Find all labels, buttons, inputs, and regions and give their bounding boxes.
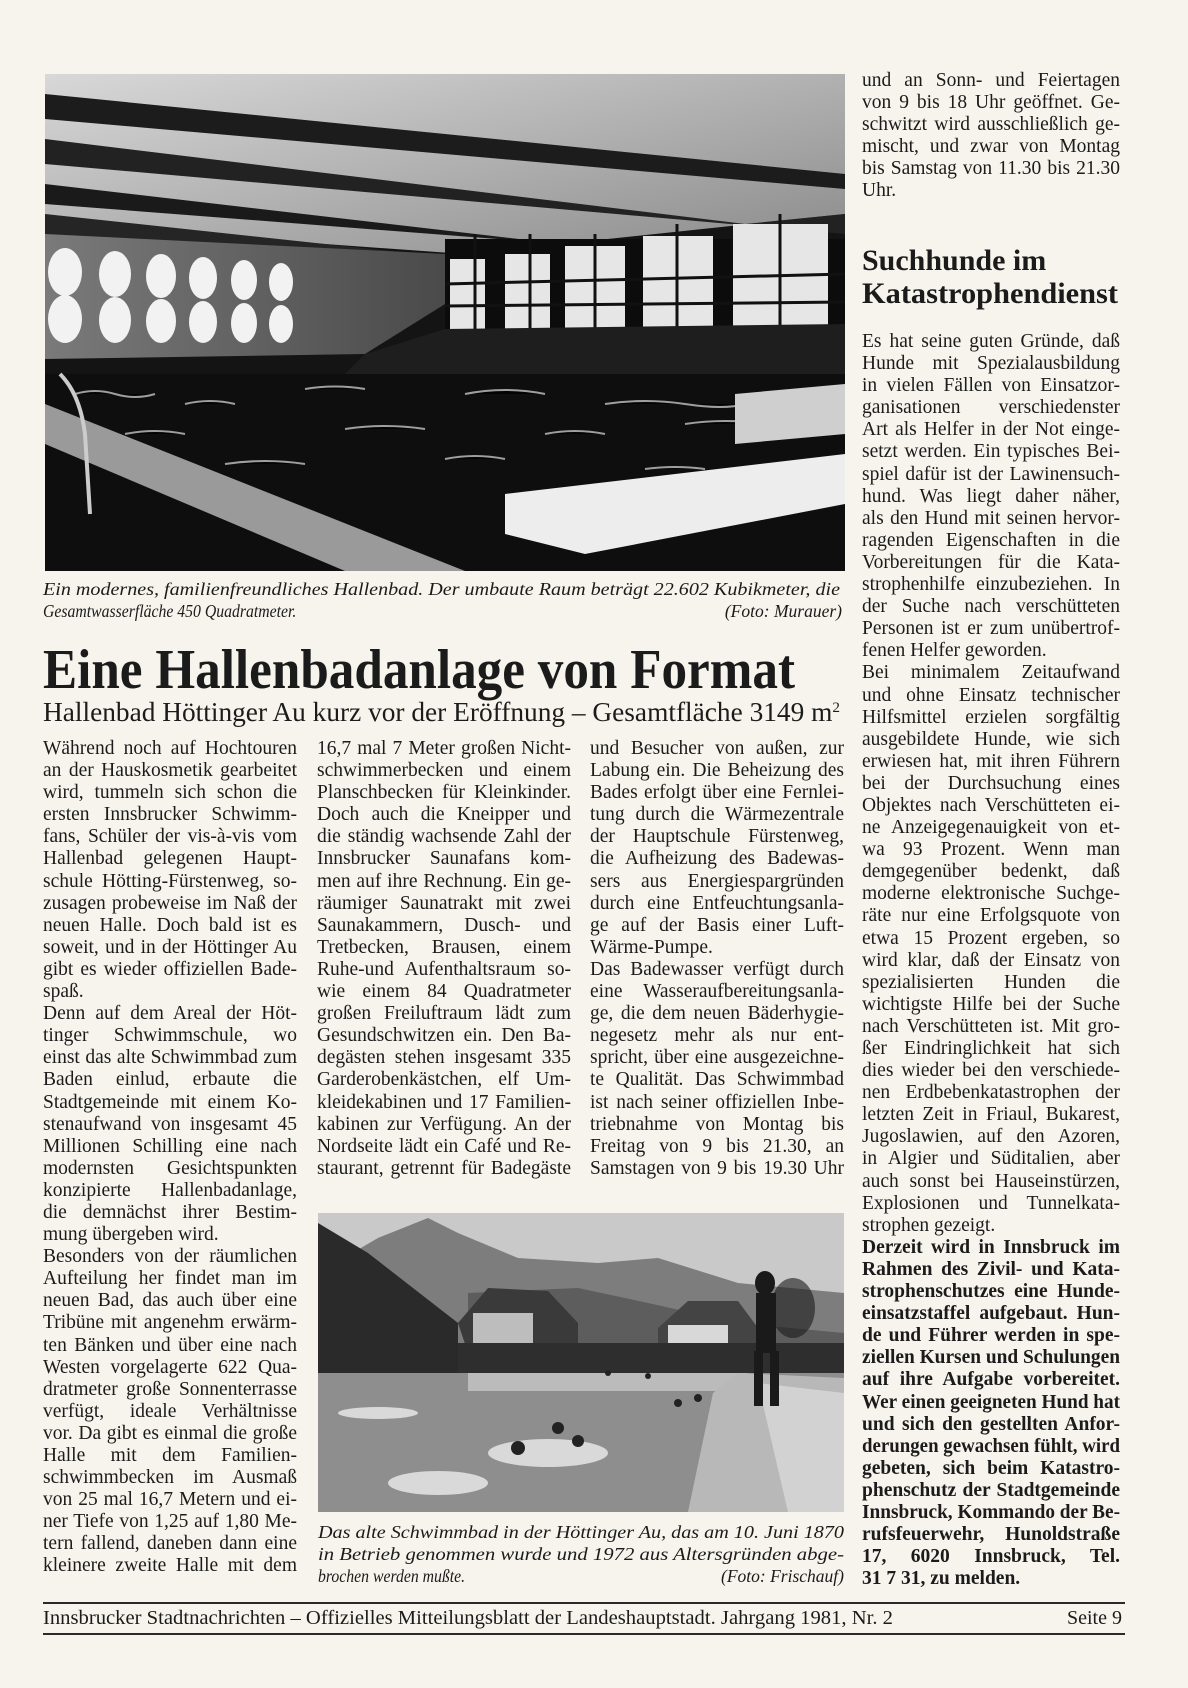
text-line: von 9 bis 18 Uhr geöffnet. Ge-: [862, 92, 1120, 114]
text-line: räte nur eine Erfolgsquote von: [862, 905, 1120, 927]
text-line: wird, tummeln sich schon die: [43, 782, 297, 804]
text-line: Innsbruck, Kommando der Be-: [862, 1501, 1120, 1523]
text-line: phenschutz der Stadtgemeinde: [862, 1479, 1120, 1501]
text-line: demgegenüber bedenkt, daß: [862, 861, 1120, 883]
side-heading-line: Suchhunde im: [862, 244, 1047, 277]
text-line: wie einem 84 Quadratmeter: [317, 981, 571, 1003]
text-line: vor. Da gibt es einmal die große: [43, 1422, 297, 1444]
text-line: die demnächst ihrer Bestim-: [43, 1201, 297, 1223]
text-line: Samstagen von 9 bis 19.30 Uhr: [590, 1157, 844, 1179]
article-column-2: [317, 738, 571, 1180]
text-line: in Algier und Süditalien, aber: [862, 1148, 1120, 1170]
text-line: Westen vorgelagerte 622 Qua-: [43, 1356, 297, 1378]
text-line: Halle mit dem Familien-: [43, 1445, 297, 1466]
text-line: zusagen probeweise im Naß der: [43, 892, 297, 914]
text-line: an der Hauskosmetik gearbeitet: [43, 760, 297, 782]
text-line: einsatzstaffel aufgebaut. Hun-: [862, 1303, 1120, 1325]
text-line: und an Sonn- und Feiertagen: [862, 70, 1120, 91]
text-line: dies wieder bei den verschiede-: [862, 1060, 1120, 1082]
text-line: soweit, und in der Höttinger Au: [43, 936, 297, 958]
text-line: auch sonst bei Hauseinstürzen,: [862, 1170, 1120, 1192]
text-line: gebeten, sich beim Katastro-: [862, 1457, 1120, 1479]
side-heading-line: Katastrophendienst: [862, 277, 1118, 310]
text-line: eine Wasseraufbereitungsanla-: [590, 981, 844, 1003]
text-line: moderne elektronische Suchge-: [862, 883, 1120, 905]
text-line: wichtigste Hilfe bei der Suche: [862, 993, 1120, 1015]
text-line: schule Hötting-Fürstenweg, so-: [43, 870, 297, 892]
footer-bottom-rule: [43, 1633, 1125, 1635]
text-line: Freitag von 9 bis 21.30, an: [590, 1135, 844, 1157]
text-line: Ruhe-und Aufenthaltsraum so-: [317, 958, 571, 980]
text-line: neuen Bad, das auch über eine: [43, 1290, 297, 1312]
text-line: in vielen Fällen von Einsatzor-: [862, 375, 1120, 397]
text-line: Planschbecken für Kleinkinder.: [317, 782, 571, 804]
text-line: strophen gezeigt.: [862, 1214, 996, 1236]
text-line: fenen Helfer geworden.: [862, 640, 1047, 662]
text-line: derungen gewachsen fühlt, wird: [862, 1435, 1120, 1457]
text-line: etwa 15 Prozent ergeben, so: [862, 927, 1120, 949]
text-line: einst das alte Schwimmbad zum: [43, 1047, 297, 1069]
footer-page-number: Seite 9: [1067, 1607, 1122, 1629]
text-line: Baden einlud, erbaute die: [43, 1069, 297, 1091]
text-line: ge, die dem neuen Bäderhygie-: [590, 1003, 844, 1025]
text-line: te Qualität. Das Schwimmbad: [590, 1069, 844, 1091]
text-line: Hallenbad gelegenen Haupt-: [43, 848, 297, 870]
text-line: Millionen Schilling eine nach: [43, 1135, 297, 1157]
text-line: Innsbrucker Saunafans kom-: [317, 848, 571, 870]
text-line: schwimmerbecken und einem: [317, 760, 571, 782]
text-line: kleinere zweite Halle mit dem: [43, 1555, 297, 1577]
text-line: und Besucher von außen, zur: [590, 738, 844, 759]
text-line: neuen Halle. Doch bald ist es: [43, 914, 297, 936]
text-line: tung durch die Wärmezentrale: [590, 804, 844, 826]
text-line: Labung ein. Die Beheizung des: [590, 760, 844, 782]
text-line: Doch auch die Kneipper und: [317, 804, 571, 826]
text-line: kleidekabinen und 17 Familien-: [317, 1091, 571, 1113]
text-line: Stadtgemeinde mit einem Ko-: [43, 1091, 297, 1113]
text-line: Rahmen des Zivil- und Kata-: [862, 1258, 1120, 1280]
bottom-photo-caption-line: brochen werden mußte.: [318, 1566, 466, 1586]
footer-top-rule: [43, 1602, 1125, 1604]
text-line: Während noch auf Hochtouren: [43, 738, 297, 759]
text-line: Art als Helfer in der Not einge-: [862, 419, 1120, 441]
article-column-3: [590, 738, 844, 1180]
text-line: und sich den gestellten Anfor-: [862, 1413, 1120, 1435]
text-line: Besonders von der räumlichen: [43, 1246, 297, 1268]
text-line: tinger Schwimmschule, wo: [43, 1025, 297, 1047]
text-line: 17, 6020 Innsbruck, Tel.: [862, 1546, 1120, 1568]
text-line: von 25 mal 16,7 Metern und ei-: [43, 1489, 297, 1511]
text-line: negesetz mehr als nur ent-: [590, 1025, 844, 1047]
text-line: Uhr.: [862, 180, 897, 202]
text-line: als den Hund mit seinen hervor-: [862, 507, 1120, 529]
side-article-heading: [862, 244, 1118, 310]
text-line: letzten Zeit in Friaul, Bukarest,: [862, 1104, 1120, 1126]
text-line: konzipierte Hallenbadanlage,: [43, 1179, 297, 1201]
text-line: ne Anzeigegenauigkeit von et-: [862, 817, 1120, 839]
text-line: hund. Was liegt daher näher,: [862, 485, 1120, 507]
text-line: tern fallend, daneben dann eine: [43, 1533, 297, 1555]
text-line: Personen ist er zum unübertrof-: [862, 618, 1120, 640]
text-line: nach Verschütteten ist. Mit gro-: [862, 1015, 1120, 1037]
text-line: 16,7 mal 7 Meter großen Nicht-: [317, 738, 571, 759]
text-line: kabinen zur Verfügung. An der: [317, 1113, 571, 1135]
text-line: Objektes nach Verschütteten ei-: [862, 794, 1120, 816]
text-line: Aufteilung her findet man im: [43, 1268, 297, 1290]
text-line: Das Badewasser verfügt durch: [590, 958, 844, 980]
text-line: Tribüne mit angenehm erwärm-: [43, 1312, 297, 1334]
text-line: mung übergeben wird.: [43, 1224, 219, 1246]
text-line: spiel dafür ist der Lawinensuch-: [862, 463, 1120, 485]
old-outdoor-pool-photo: [318, 1213, 844, 1512]
text-line: Hunde mit Spezialausbildung: [862, 353, 1120, 375]
top-photo-credit: (Foto: Murauer): [724, 601, 842, 621]
text-line: setzt werden. Ein typisches Bei-: [862, 441, 1120, 463]
text-line: modernsten Gesichtspunkten: [43, 1157, 297, 1179]
text-line: erwiesen hat, mit ihren Führern: [862, 750, 1120, 772]
text-line: der Hauptschule Fürstenweg,: [590, 826, 844, 848]
text-line: bis Samstag von 11.30 bis 21.30: [862, 158, 1120, 180]
text-line: gibt es wieder offiziellen Bade-: [43, 958, 297, 980]
text-line: ersten Innsbrucker Schwimm-: [43, 804, 297, 826]
article-column-1: [43, 738, 297, 1578]
text-line: Hilfsmittel erzielen sorgfältig: [862, 706, 1120, 728]
text-line: triebnahme von Montag bis: [590, 1113, 844, 1135]
text-line: ganisationen verschiedenster: [862, 397, 1120, 419]
text-line: der Suche nach verschütteten: [862, 596, 1120, 618]
text-line: die Aufheizung des Badewas-: [590, 848, 844, 870]
text-line: mischt, und zwar von Montag: [862, 136, 1120, 158]
text-line: räumiger Saunatrakt mit zwei: [317, 892, 571, 914]
text-line: Nordseite lädt ein Café und Re-: [317, 1135, 571, 1157]
text-line: rufsfeuerwehr, Hunoldstraße: [862, 1524, 1120, 1546]
bottom-photo-caption-line: Das alte Schwimmbad in der Höttinger Au, das am 10. Juni 1870: [318, 1522, 844, 1542]
text-line: Vorbereitungen für die Kata-: [862, 551, 1120, 573]
article-column-continuation: [862, 70, 1120, 203]
text-line: spaß.: [43, 981, 84, 1003]
text-line: dratmeter große Sonnenterrasse: [43, 1378, 297, 1400]
text-line: Tretbecken, Brausen, einem: [317, 936, 571, 958]
text-line: Gesundschwitzen ein. Den Ba-: [317, 1025, 571, 1047]
text-line: 31 7 31, zu melden.: [862, 1568, 1021, 1590]
text-line: ner Tiefe von 1,25 auf 1,80 Me-: [43, 1511, 297, 1533]
text-line: Bei minimalem Zeitaufwand: [862, 662, 1120, 684]
text-line: staurant, getrennt für Badegäste: [317, 1157, 571, 1179]
text-line: ge auf der Basis einer Luft-: [590, 914, 844, 936]
top-photo-caption-line: Ein modernes, familienfreundliches Hallenbad. Der umbaute Raum beträgt 22.602 Kubikmeter, die: [43, 579, 840, 599]
text-line: schwimmbecken im Ausmaß: [43, 1467, 297, 1489]
text-line: ausgebildete Hunde, wie sich: [862, 728, 1120, 750]
text-line: ßer Eindringlichkeit hat sich: [862, 1038, 1120, 1059]
text-line: men auf ihre Rechnung. Ein ge-: [317, 870, 571, 892]
text-line: strophenhilfe einzubeziehen. In: [862, 574, 1120, 596]
text-line: großen Freiluftraum lädt zum: [317, 1003, 571, 1025]
bottom-photo-caption-line: in Betrieb genommen wurde und 1972 aus Altersgründen abge-: [318, 1544, 844, 1564]
subtitle-superscript: 2: [832, 700, 840, 716]
indoor-pool-photo: [45, 74, 845, 571]
text-line: bei der Durchsuchung eines: [862, 772, 1120, 794]
text-line: ist nach seiner offiziellen Inbe-: [590, 1091, 844, 1113]
text-line: durch eine Entfeuchtungsanla-: [590, 892, 844, 914]
text-line: ten Bänken und über eine nach: [43, 1334, 297, 1356]
text-line: Wer einen geeigneten Hund hat: [862, 1391, 1120, 1413]
article-subtitle: [43, 697, 840, 727]
text-line: Garderobenkästchen, elf Um-: [317, 1069, 571, 1091]
text-line: degästen stehen insgesamt 335: [317, 1047, 571, 1069]
text-line: de und Führer werden in spe-: [862, 1325, 1120, 1347]
text-line: strophenschutzes eine Hunde-: [862, 1281, 1120, 1303]
text-line: sers aus Energiespargründen: [590, 870, 844, 892]
text-line: Saunakammern, Dusch- und: [317, 914, 571, 936]
text-line: stenaufwand von insgesamt 45: [43, 1113, 297, 1135]
text-line: fans, Schüler der vis-à-vis vom: [43, 826, 297, 848]
text-line: spricht, über eine ausgezeichne-: [590, 1047, 844, 1069]
article-headline: Eine Hallenbadanlage von Format: [43, 639, 795, 701]
subtitle-text: Hallenbad Höttinger Au kurz vor der Eröffnung – Gesamtfläche 3149 m: [43, 697, 833, 727]
text-line: Jugoslawien, auf den Azoren,: [862, 1126, 1120, 1148]
text-line: wird klar, daß der Einsatz von: [862, 949, 1120, 971]
text-line: ragenden Eigenschaften in die: [862, 529, 1120, 551]
text-line: nen Erdbebenkatastrophen der: [862, 1082, 1120, 1104]
text-line: Es hat seine guten Gründe, daß: [862, 331, 1120, 352]
side-article-body: [862, 331, 1120, 1590]
text-line: Explosionen und Tunnelkata-: [862, 1192, 1120, 1214]
text-line: Denn auf dem Areal der Höt-: [43, 1003, 297, 1025]
text-line: Derzeit wird in Innsbruck im: [862, 1236, 1120, 1258]
text-line: und ohne Einsatz technischer: [862, 684, 1120, 706]
text-line: Wärme-Pumpe.: [590, 936, 713, 958]
text-line: Bades erfolgt über eine Fernlei-: [590, 782, 844, 804]
text-line: auf ihre Aufgabe vorbereitet.: [862, 1369, 1120, 1391]
text-line: schwitzt wird ausschließlich ge-: [862, 114, 1120, 136]
footer-publication: Innsbrucker Stadtnachrichten – Offizielles Mitteilungsblatt der Landeshauptstadt. Jahrgang 1981, Nr. 2: [43, 1607, 893, 1629]
text-line: ziellen Kursen und Schulungen: [862, 1347, 1120, 1369]
bottom-photo-credit: (Foto: Frischauf): [721, 1566, 844, 1586]
text-line: die ständig wachsende Zahl der: [317, 826, 571, 848]
text-line: wa 93 Prozent. Wenn man: [862, 839, 1120, 861]
text-line: verfügt, ideale Verhältnisse: [43, 1400, 297, 1422]
text-line: spezialisierten Hunden die: [862, 971, 1120, 993]
top-photo-caption-line: Gesamtwasserfläche 450 Quadratmeter.: [43, 601, 297, 621]
